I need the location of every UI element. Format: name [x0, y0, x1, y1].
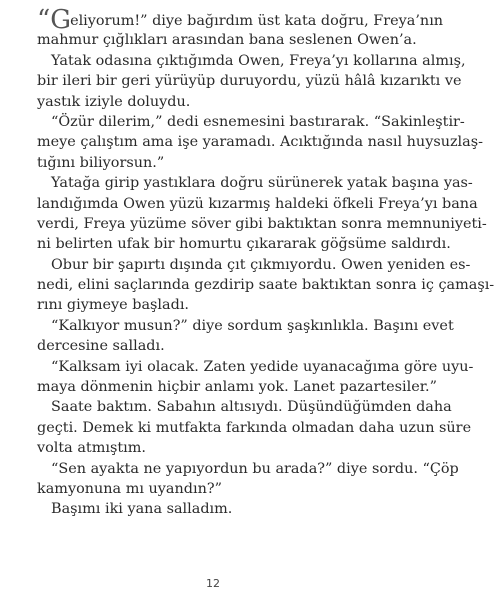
text-line-content: bir ileri bir geri yürüyüp duruyordu, yüzü hâlâ kızarıktı ve — [37, 73, 462, 90]
text-line — [37, 5, 444, 35]
text-line — [37, 51, 466, 71]
text-line — [37, 234, 451, 254]
text-line — [37, 173, 473, 193]
text-line-content: landığımda Owen yüzü kızarmış haldeki öfkeli Freya’yı bana — [37, 195, 478, 212]
text-line — [37, 357, 474, 377]
text-line-content: “Sen ayakta ne yapıyordun bu arada?” diye sordu. “Çöp — [51, 460, 459, 477]
text-line-content: tığını biliyorsun.” — [37, 154, 165, 171]
body-text — [37, 5, 494, 520]
text-line-content: meye çalıştım ama işe yaramadı. Acıktığında nasıl huysuzlaş- — [37, 134, 483, 151]
text-line — [37, 194, 478, 214]
text-line — [37, 30, 417, 50]
text-line-content: yastık iziyle doluydu. — [37, 93, 191, 110]
text-line — [37, 275, 494, 295]
text-line — [37, 418, 472, 438]
text-line-content: “Özür dilerim,” dedi esnemesini bastırarak. “Sakinleştir- — [51, 113, 465, 130]
text-line — [37, 295, 389, 315]
text-line-content: “Kalkıyor musun?” diye sordum şaşkınlıkla. Başını evet — [51, 317, 454, 334]
text-line-content: “Kalksam iyi olacak. Zaten yedide uyanacağıma göre uyu- — [51, 358, 474, 375]
book-page — [37, 0, 494, 600]
text-line-content: maya dönmenin hiçbir anlamı yok. Lanet pazartesiler.” — [37, 379, 437, 396]
text-line — [37, 438, 389, 458]
opening-quote: “G — [37, 5, 72, 35]
text-line — [37, 499, 389, 519]
text-line-content: volta atmıştım. — [37, 440, 146, 457]
text-line — [37, 71, 462, 91]
text-line-content: Yatak odasına çıktığımda Owen, Freya’yı kollarına almış, — [51, 52, 466, 69]
text-line-content: Saate baktım. Sabahın altısıydı. Düşündüğümden daha — [51, 399, 452, 416]
text-line — [37, 92, 389, 112]
text-line — [37, 377, 437, 397]
text-line-content: eliyorum!” diye bağırdım üst kata doğru, Freya’nın — [70, 13, 444, 29]
text-line-content: Yatağa girip yastıklara doğru sürünerek yatak başına yas- — [51, 175, 473, 192]
text-line — [37, 479, 389, 499]
text-line — [37, 153, 389, 173]
text-line-content: dercesine salladı. — [37, 338, 165, 355]
text-line-content: kamyonuna mı uyandın?” — [37, 480, 222, 497]
text-line — [37, 316, 454, 336]
text-line — [37, 397, 452, 417]
page-number: 12 — [206, 577, 220, 590]
text-line-content: nedi, elini saçlarında gezdirip saate baktıktan sonra iç çamaşı- — [37, 277, 494, 294]
text-line — [37, 132, 483, 152]
text-line — [37, 255, 471, 275]
text-line-content: Başımı iki yana salladım. — [51, 501, 233, 518]
text-line-content: rını giymeye başladı. — [37, 297, 190, 314]
text-line-content: ni belirten ufak bir homurtu çıkararak göğsüme saldırdı. — [37, 236, 451, 253]
text-line — [37, 214, 487, 234]
text-line — [37, 336, 389, 356]
text-line-content: mahmur çığlıkları arasından bana seslenen Owen’a. — [37, 32, 417, 49]
text-line-content: verdi, Freya yüzüme söver gibi baktıktan sonra memnuniyeti- — [37, 215, 487, 232]
text-line — [37, 459, 459, 479]
text-line — [37, 112, 465, 132]
text-line-content: Obur bir şapırtı dışında çıt çıkmıyordu. Owen yeniden es- — [51, 256, 471, 273]
text-line-content: geçti. Demek ki mutfakta farkında olmadan daha uzun süre — [37, 419, 472, 436]
